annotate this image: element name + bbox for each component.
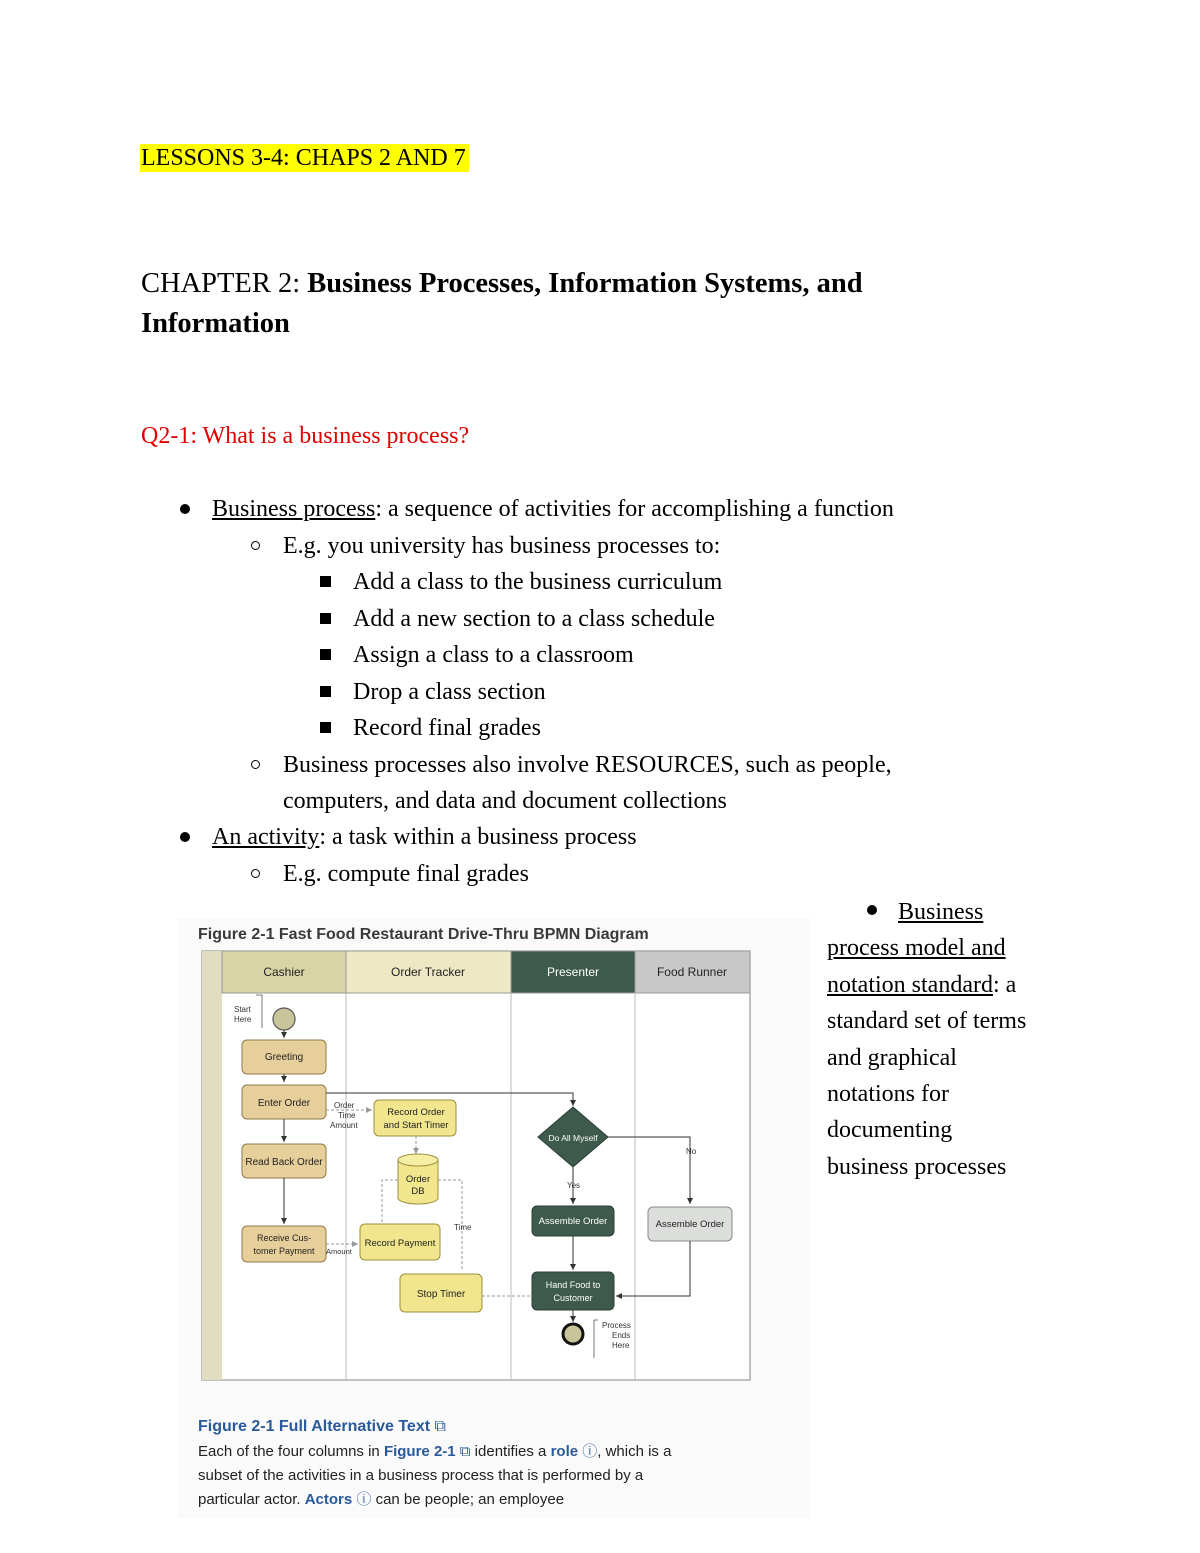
- alt-text-title[interactable]: [198, 1418, 758, 1436]
- side-note: [827, 894, 1077, 1185]
- task-receive-payment-label2: tomer Payment: [253, 1246, 315, 1256]
- definition: : a task within a business process: [319, 824, 637, 850]
- term-business-process: Business process: [212, 496, 376, 522]
- list-item: Business processes also involve RESOURCES, such as people,: [283, 752, 892, 778]
- list-item: Add a class to the business curriculum: [353, 569, 723, 595]
- chapter-title-line2: Information: [141, 308, 290, 339]
- side-def-fragment: : a: [992, 971, 1017, 998]
- glossary-icon: ⓘ: [352, 1491, 372, 1508]
- flow-label-amount2: Amount: [326, 1247, 352, 1256]
- term-activity: An activity: [212, 824, 320, 850]
- side-def-line: business processes: [827, 1153, 1007, 1180]
- bullet-square-icon: [320, 613, 331, 624]
- list-item-continuation: computers, and data and document collections: [283, 788, 727, 814]
- bullet-square-icon: [320, 722, 331, 733]
- alt-text-block: [198, 1418, 758, 1512]
- start-event-icon: [273, 1008, 295, 1030]
- flow-label-amount: Amount: [330, 1121, 358, 1130]
- list-item: [212, 494, 894, 524]
- pool-side-bar: [202, 951, 222, 1380]
- alt-text-fragment: can be people; an employee: [371, 1491, 565, 1508]
- alt-text-body: [198, 1440, 758, 1512]
- lane-label-cashier: Cashier: [263, 965, 305, 979]
- gateway-label: Do All Myself: [548, 1133, 598, 1143]
- side-def-line: and graphical: [827, 1044, 957, 1071]
- alt-text-fragment: particular actor.: [198, 1491, 305, 1508]
- list-item: Drop a class section: [353, 679, 546, 705]
- flow-label-order: Order: [334, 1101, 355, 1110]
- task-stop-timer-label: Stop Timer: [416, 1289, 466, 1300]
- task-record-order-label1: Record Order: [387, 1107, 445, 1118]
- task-receive-payment-label1: Receive Cus-: [256, 1233, 312, 1243]
- start-label-line2: Here: [234, 1015, 252, 1024]
- bullet-dot-icon: [180, 832, 190, 842]
- end-label-line3: Here: [612, 1341, 630, 1350]
- glossary-icon: ⓘ: [578, 1443, 598, 1460]
- task-record-payment-label: Record Payment: [364, 1238, 436, 1249]
- end-label-line1: Process: [602, 1321, 631, 1330]
- lesson-title: LESSONS 3-4: CHAPS 2 AND 7: [140, 144, 469, 172]
- alt-text-fragment: identifies a: [470, 1443, 551, 1460]
- side-def-line: documenting: [827, 1117, 953, 1144]
- figure-caption: Figure 2-1 Fast Food Restaurant Drive-Thru BPMN Diagram: [198, 926, 649, 943]
- lane-label-presenter: Presenter: [546, 965, 600, 979]
- list-item: Assign a class to a classroom: [353, 642, 634, 668]
- task-record-order-label2: and Start Timer: [383, 1120, 449, 1131]
- flow-label-time2: Time: [454, 1223, 472, 1232]
- start-label-line1: Start: [234, 1005, 251, 1014]
- side-term-line2: process model and: [827, 935, 1006, 962]
- flow-label-time: Time: [338, 1111, 356, 1120]
- alt-text-fragment: , which is a: [597, 1443, 672, 1460]
- figure-link[interactable]: Figure 2-1: [383, 1443, 456, 1460]
- end-event-icon: [563, 1324, 583, 1344]
- actors-link[interactable]: Actors: [304, 1491, 353, 1508]
- role-link[interactable]: role: [550, 1443, 579, 1460]
- external-link-icon: ⧉: [434, 1418, 446, 1435]
- chapter-title-line1: Business Processes, Information Systems, and: [307, 268, 863, 299]
- bullet-square-icon: [320, 576, 331, 587]
- bullet-circle-icon: [251, 869, 260, 878]
- alt-text-title-label: Figure 2-1 Full Alternative Text: [198, 1418, 431, 1435]
- task-read-back-order-label: Read Back Order: [245, 1157, 323, 1168]
- figure-image: [178, 918, 810, 1518]
- order-db-label1: Order: [405, 1174, 431, 1185]
- side-def-line: standard set of terms: [827, 1008, 1027, 1035]
- lane-label-food-runner: Food Runner: [656, 965, 728, 979]
- question-heading: Q2-1: What is a business process?: [141, 423, 470, 449]
- bullet-circle-icon: [251, 541, 260, 550]
- definition: : a sequence of activities for accomplishing a function: [375, 496, 894, 522]
- lane-label-order-tracker: Order Tracker: [390, 965, 466, 979]
- task-greeting-label: Greeting: [264, 1052, 304, 1063]
- list-item: E.g. you university has business processes to:: [283, 533, 721, 559]
- task-hand-food-label2: Customer: [553, 1293, 593, 1303]
- task-receive-payment: [242, 1226, 326, 1262]
- task-assemble-order-runner-label: Assemble Order: [655, 1219, 725, 1230]
- task-enter-order-label: Enter Order: [257, 1098, 311, 1109]
- bullet-square-icon: [320, 649, 331, 660]
- task-hand-food-label1: Hand Food to: [545, 1280, 601, 1290]
- chapter-prefix: CHAPTER 2:: [141, 268, 308, 299]
- side-term-line3: notation standard: [827, 971, 993, 998]
- end-label-line2: Ends: [612, 1331, 631, 1340]
- bullet-dot-icon: [180, 504, 190, 514]
- bullet-square-icon: [320, 686, 331, 697]
- flow-label-yes: Yes: [567, 1181, 581, 1190]
- bullet-circle-icon: [251, 760, 260, 769]
- side-term-line1: Business: [898, 899, 984, 925]
- side-def-line: notations for: [827, 1081, 949, 1108]
- alt-text-fragment: subset of the activities in a business process that is performed by a: [198, 1467, 644, 1484]
- alt-text-fragment: Each of the four columns in: [198, 1443, 384, 1460]
- list-item: Record final grades: [353, 715, 541, 741]
- list-item: E.g. compute final grades: [283, 861, 529, 887]
- task-hand-food: [532, 1272, 614, 1310]
- list-item: [212, 822, 637, 852]
- list-item: Add a new section to a class schedule: [353, 606, 715, 632]
- flow-label-no: No: [686, 1147, 697, 1156]
- external-link-icon: ⧉: [455, 1443, 471, 1460]
- task-assemble-order-presenter-label: Assemble Order: [538, 1216, 608, 1227]
- order-db-label2: DB: [411, 1186, 425, 1197]
- chapter-title: [141, 264, 1041, 344]
